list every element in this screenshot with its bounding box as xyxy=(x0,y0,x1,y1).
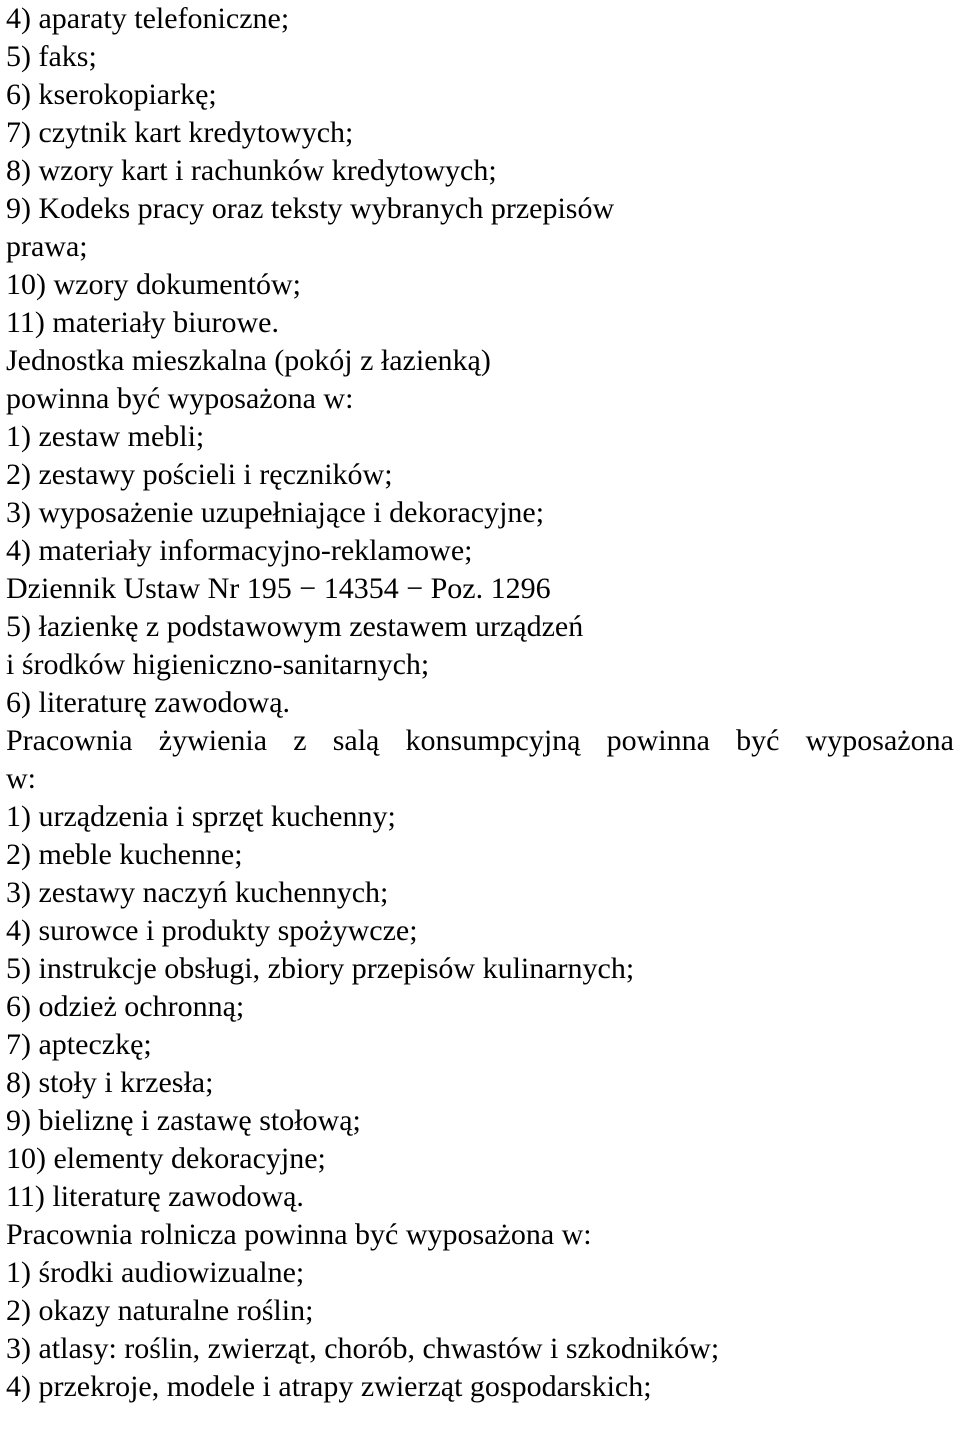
heading-word: z xyxy=(293,724,307,757)
list-item: 5) łazienkę z podstawowym zestawem urządzeń xyxy=(6,610,584,643)
list-item: 2) okazy naturalne roślin; xyxy=(6,1294,314,1327)
list-item: 6) kserokopiarkę; xyxy=(6,78,217,111)
list-item: 8) stoły i krzesła; xyxy=(6,1066,214,1099)
section-heading: Pracownia rolnicza powinna być wyposażona w: xyxy=(6,1218,592,1251)
list-item: 3) atlasy: roślin, zwierząt, chorób, chwastów i szkodników; xyxy=(6,1332,720,1365)
document-page xyxy=(6,0,956,1406)
list-item: 11) materiały biurowe. xyxy=(6,306,279,339)
section-heading-continuation: powinna być wyposażona w: xyxy=(6,382,354,415)
list-item: 4) surowce i produkty spożywcze; xyxy=(6,914,418,947)
section-heading-continuation: w: xyxy=(6,762,36,795)
list-item: 9) bieliznę i zastawę stołową; xyxy=(6,1104,361,1137)
list-item: 4) przekroje, modele i atrapy zwierząt gospodarskich; xyxy=(6,1370,652,1403)
list-item: 6) literaturę zawodową. xyxy=(6,686,291,719)
heading-word: konsumpcyjną xyxy=(405,724,581,757)
list-item: 3) wyposażenie uzupełniające i dekoracyjne; xyxy=(6,496,545,529)
list-item: 4) materiały informacyjno-reklamowe; xyxy=(6,534,473,567)
list-item: 5) instrukcje obsługi, zbiory przepisów kulinarnych; xyxy=(6,952,635,985)
list-item: 8) wzory kart i rachunków kredytowych; xyxy=(6,154,497,187)
list-item: 7) apteczkę; xyxy=(6,1028,152,1061)
heading-word: być xyxy=(736,724,780,757)
list-item: 9) Kodeks pracy oraz teksty wybranych przepisów xyxy=(6,192,615,225)
list-item: 3) zestawy naczyń kuchennych; xyxy=(6,876,389,909)
section-heading: Jednostka mieszkalna (pokój z łazienką) xyxy=(6,344,491,377)
list-item: 10) elementy dekoracyjne; xyxy=(6,1142,326,1175)
heading-word: powinna xyxy=(606,724,710,757)
list-item-continuation: i środków higieniczno-sanitarnych; xyxy=(6,648,430,681)
list-item: 5) faks; xyxy=(6,40,97,73)
heading-word: wyposażona xyxy=(805,724,954,757)
heading-word: żywienia xyxy=(158,724,268,757)
list-item: 11) literaturę zawodową. xyxy=(6,1180,304,1213)
list-item: 1) środki audiowizualne; xyxy=(6,1256,305,1289)
section-heading xyxy=(6,722,954,760)
list-item: 1) zestaw mebli; xyxy=(6,420,205,453)
page-header-citation: Dziennik Ustaw Nr 195 − 14354 − Poz. 1296 xyxy=(6,572,551,605)
list-item: 7) czytnik kart kredytowych; xyxy=(6,116,354,149)
list-item: 10) wzory dokumentów; xyxy=(6,268,301,301)
heading-word: salą xyxy=(332,724,380,757)
list-item: 6) odzież ochronną; xyxy=(6,990,245,1023)
heading-word: Pracownia xyxy=(6,724,133,757)
list-item-continuation: prawa; xyxy=(6,230,88,263)
list-item: 2) zestawy pościeli i ręczników; xyxy=(6,458,393,491)
list-item: 4) aparaty telefoniczne; xyxy=(6,2,290,35)
list-item: 2) meble kuchenne; xyxy=(6,838,243,871)
list-item: 1) urządzenia i sprzęt kuchenny; xyxy=(6,800,396,833)
